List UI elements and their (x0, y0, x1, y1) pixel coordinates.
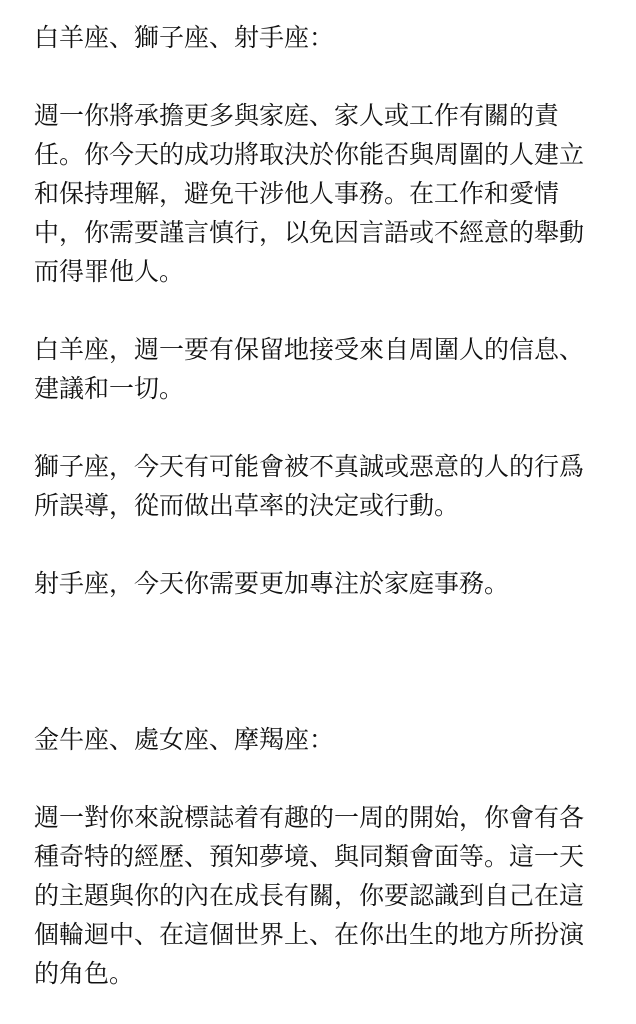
paragraph-aries: 白羊座，週一要有保留地接受來自周圍人的信息、 建議和一切。 (34, 335, 585, 403)
paragraph-spacer (34, 57, 616, 96)
paragraph-earth-general: 週一對你來說標誌着有趣的一周的開始，你會有各 種奇特的經歷、預知夢境、與同類會面等。這一天 的主題與你的內在成長有關，你要認識到自己在這 個輪迴中、在這個世界上、在你出生的地方所扮演 的角色。 (34, 803, 585, 988)
paragraph-leo: 獅子座，今天有可能會被不真誠或惡意的人的行爲 所誤導，從而做出草率的決定或行動。 (34, 452, 585, 520)
paragraph-sagittarius: 射手座，今天你需要更加專注於家庭事務。 (34, 569, 510, 598)
paragraph-fire-general: 週一你將承擔更多與家庭、家人或工作有關的責 任。你今天的成功將取決於你能否與周圍的人建立 和保持理解，避免干涉他人事務。在工作和愛情 中，你需要謹言慎行，以免因言語或不經意的舉動 而得罪他人。 (34, 101, 585, 286)
section-heading-fire-signs: 白羊座、獅子座、射手座： (34, 23, 335, 52)
paragraph-spacer (34, 408, 616, 447)
paragraph-spacer (34, 291, 616, 330)
paragraph-spacer (34, 525, 616, 564)
section-spacer (34, 603, 616, 720)
section-heading-earth-signs: 金牛座、處女座、摩羯座： (34, 725, 335, 754)
paragraph-spacer (34, 759, 616, 798)
